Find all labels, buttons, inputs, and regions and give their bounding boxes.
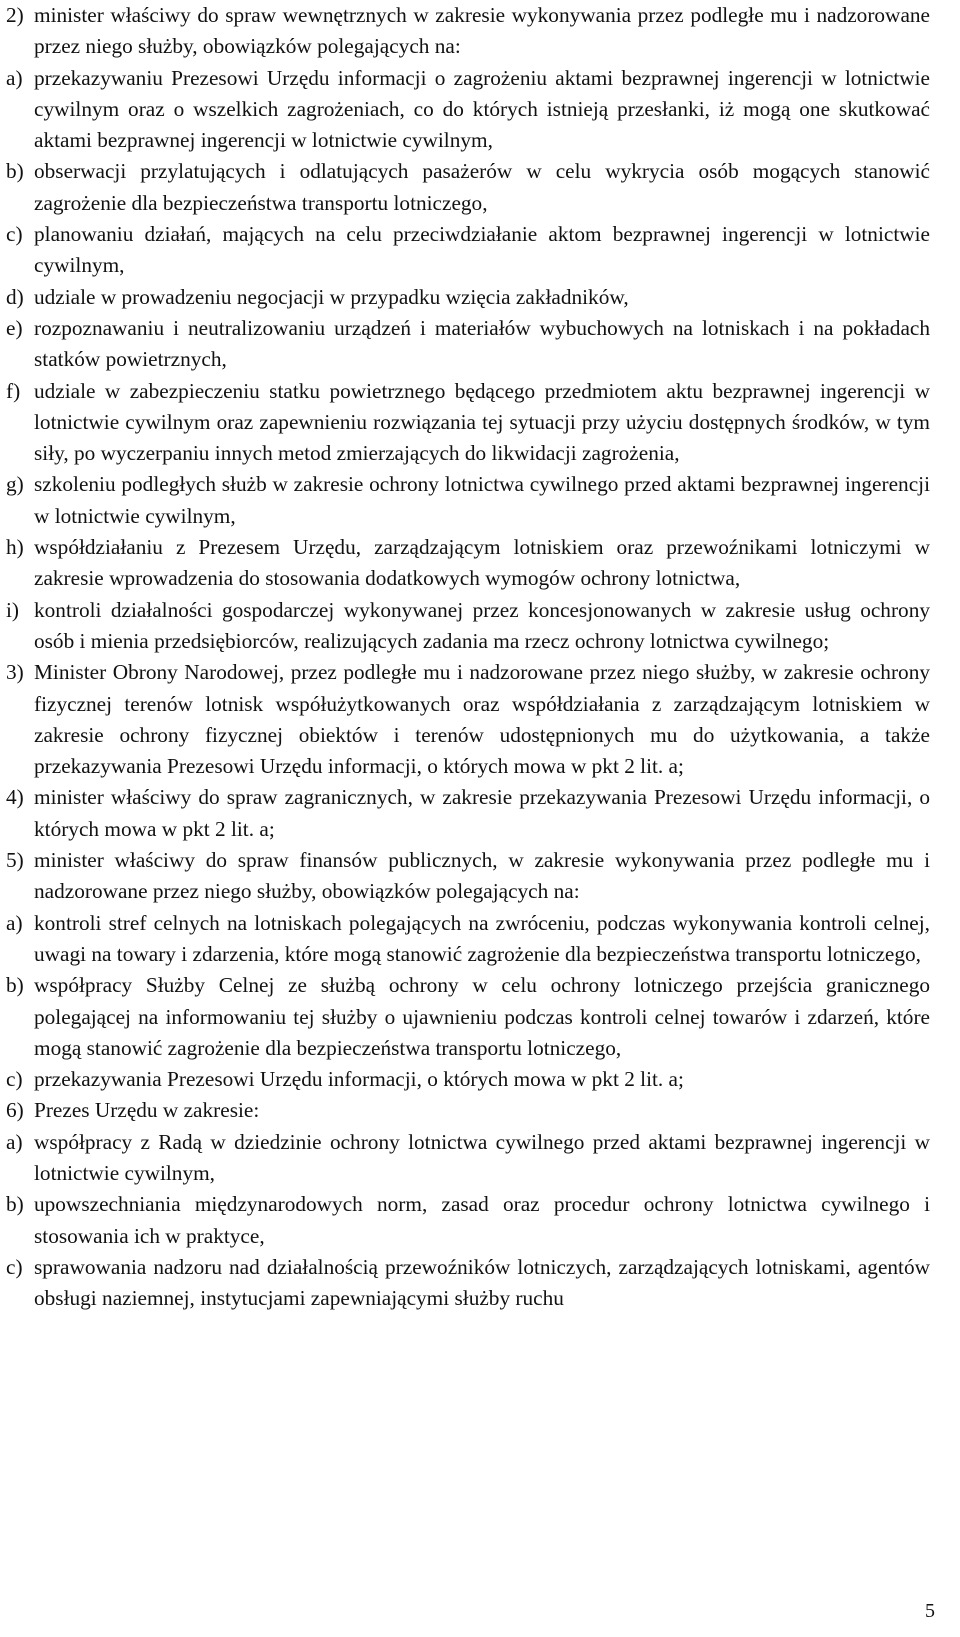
item-text: minister właściwy do spraw wewnętrznych w zakresie wykonywania przez podległe mu i nadzorowane przez niego służby, obowiązków polegających na: <box>34 3 930 59</box>
item-text: minister właściwy do spraw zagranicznych, w zakresie przekazywania Prezesowi Urzędu informacji, o których mowa w pkt 2 lit. a; <box>34 785 930 841</box>
list-item <box>0 532 960 595</box>
item-text: Prezes Urzędu w zakresie: <box>34 1098 260 1123</box>
item-marker: b) <box>6 159 24 184</box>
item-text: udziale w prowadzeniu negocjacji w przypadku wzięcia zakładników, <box>34 284 629 309</box>
item-text: kontroli stref celnych na lotniskach polegających na zwróceniu, podczas wykonywania kontroli celnej, uwagi na towary i zdarzenia, które mogą stanowić zagrożenie dla bezpieczeństwa transportu lotniczego, <box>34 910 930 966</box>
item-text: Minister Obrony Narodowej, przez podległe mu i nadzorowane przez niego służby, w zakresie ochrony fizycznej terenów lotnisk współużytkowanych oraz współdziałania z zarządzającym lotniskiem w zakresie ochrony fizycznej obiektów i terenów udostępnionych mu do użytkowania, a także przekazywania Prezesowi Urzędu informacji, o których mowa w pkt 2 lit. a; <box>34 660 930 779</box>
list-item <box>0 469 960 532</box>
item-marker: b) <box>6 1192 24 1217</box>
list-item <box>0 1064 960 1095</box>
item-marker: i) <box>6 597 20 622</box>
list-item <box>0 845 960 908</box>
item-marker: e) <box>6 315 23 340</box>
list-item <box>0 63 960 157</box>
page-number: 5 <box>925 1600 935 1622</box>
list-item <box>0 1252 960 1315</box>
item-text: sprawowania nadzoru nad działalnością przewoźników lotniczych, zarządzających lotniskami, agentów obsługi naziemnej, instytucjami zapewniającymi służby ruchu <box>34 1254 930 1311</box>
list-item <box>0 1095 960 1126</box>
item-text: planowaniu działań, mających na celu przeciwdziałanie aktom bezprawnej ingerencji w lotnictwie cywilnym, <box>34 222 930 278</box>
list-item <box>0 970 960 1064</box>
item-marker: a) <box>6 1129 23 1154</box>
list-item <box>0 595 960 658</box>
list-item <box>0 0 960 63</box>
item-text: przekazywaniu Prezesowi Urzędu informacji o zagrożeniu aktami bezprawnej ingerencji w lotnictwie cywilnym oraz o wszelkich zagrożeniach, co do których istnieją przesłanki, iż mogą one skutkować aktami bezprawnej ingerencji w lotnictwie cywilnym, <box>34 65 930 153</box>
item-marker: 3) <box>6 660 24 685</box>
item-marker: g) <box>6 472 24 497</box>
item-marker: a) <box>6 910 23 935</box>
item-marker: 5) <box>6 848 24 873</box>
item-marker: b) <box>6 973 24 998</box>
item-text: minister właściwy do spraw finansów publicznych, w zakresie wykonywania przez podległe mu i nadzorowane przez niego służby, obowiązków polegających na: <box>34 848 930 904</box>
list-item <box>0 782 960 845</box>
item-text: współpracy z Radą w dziedzinie ochrony lotnictwa cywilnego przed aktami bezprawnej ingerencji w lotnictwie cywilnym, <box>34 1129 930 1185</box>
item-text: współpracy Służby Celnej ze służbą ochrony w celu ochrony lotniczego przejścia granicznego polegającej na informowaniu tej służby o ujawnieniu podczas kontroli celnej towarów i zdarzeń, które mogą stanowić zagrożenie dla bezpieczeństwa transportu lotniczego, <box>34 973 930 1060</box>
list-item <box>0 908 960 971</box>
item-marker: 4) <box>6 785 24 810</box>
item-marker: c) <box>6 1254 23 1279</box>
item-text: szkoleniu podległych służb w zakresie ochrony lotnictwa cywilnego przed aktami bezprawnej ingerencji w lotnictwie cywilnym, <box>34 472 930 528</box>
item-text: rozpoznawaniu i neutralizowaniu urządzeń i materiałów wybuchowych na lotniskach i na pokładach statków powietrznych, <box>34 315 930 372</box>
list-item <box>0 282 960 313</box>
item-marker: c) <box>6 1067 23 1092</box>
item-text: obserwacji przylatujących i odlatujących pasażerów w celu wykrycia osób mogących stanowić zagrożenie dla bezpieczeństwa transportu lotniczego, <box>34 159 930 215</box>
item-marker: 2) <box>6 3 24 27</box>
list-item <box>0 219 960 282</box>
item-text: przekazywania Prezesowi Urzędu informacji, o których mowa w pkt 2 lit. a; <box>34 1067 684 1092</box>
item-text: współdziałaniu z Prezesem Urzędu, zarządzającym lotniskiem oraz przewoźnikami lotniczymi w zakresie wprowadzenia do stosowania dodatkowych wymogów ochrony lotnictwa, <box>34 535 930 591</box>
item-text: udziale w zabezpieczeniu statku powietrznego będącego przedmiotem aktu bezprawnej ingerencji w lotnictwie cywilnym oraz zapewnieniu rozwiązania tej sytuacji przy użyciu dostępnych środków, w tym siły, po wyczerpaniu innych metod zmierzających do likwidacji zagrożenia, <box>34 378 930 466</box>
list-item <box>0 1127 960 1190</box>
item-marker: a) <box>6 65 23 90</box>
item-text: upowszechniania międzynarodowych norm, zasad oraz procedur ochrony lotnictwa cywilnego i stosowania ich w praktyce, <box>34 1192 930 1248</box>
list-item <box>0 376 960 470</box>
list-item <box>0 1189 960 1252</box>
item-marker: h) <box>6 535 24 560</box>
item-marker: 6) <box>6 1098 24 1123</box>
item-marker: d) <box>6 284 24 309</box>
item-text: kontroli działalności gospodarczej wykonywanej przez koncesjonowanych w zakresie usług ochrony osób i mienia przedsiębiorców, realizujących zadania ma rzecz ochrony lotnictwa cywilnego; <box>34 597 930 653</box>
list-item <box>0 156 960 219</box>
item-marker: f) <box>6 378 21 403</box>
list-item <box>0 313 960 376</box>
item-marker: c) <box>6 222 23 247</box>
list-item <box>0 657 960 782</box>
